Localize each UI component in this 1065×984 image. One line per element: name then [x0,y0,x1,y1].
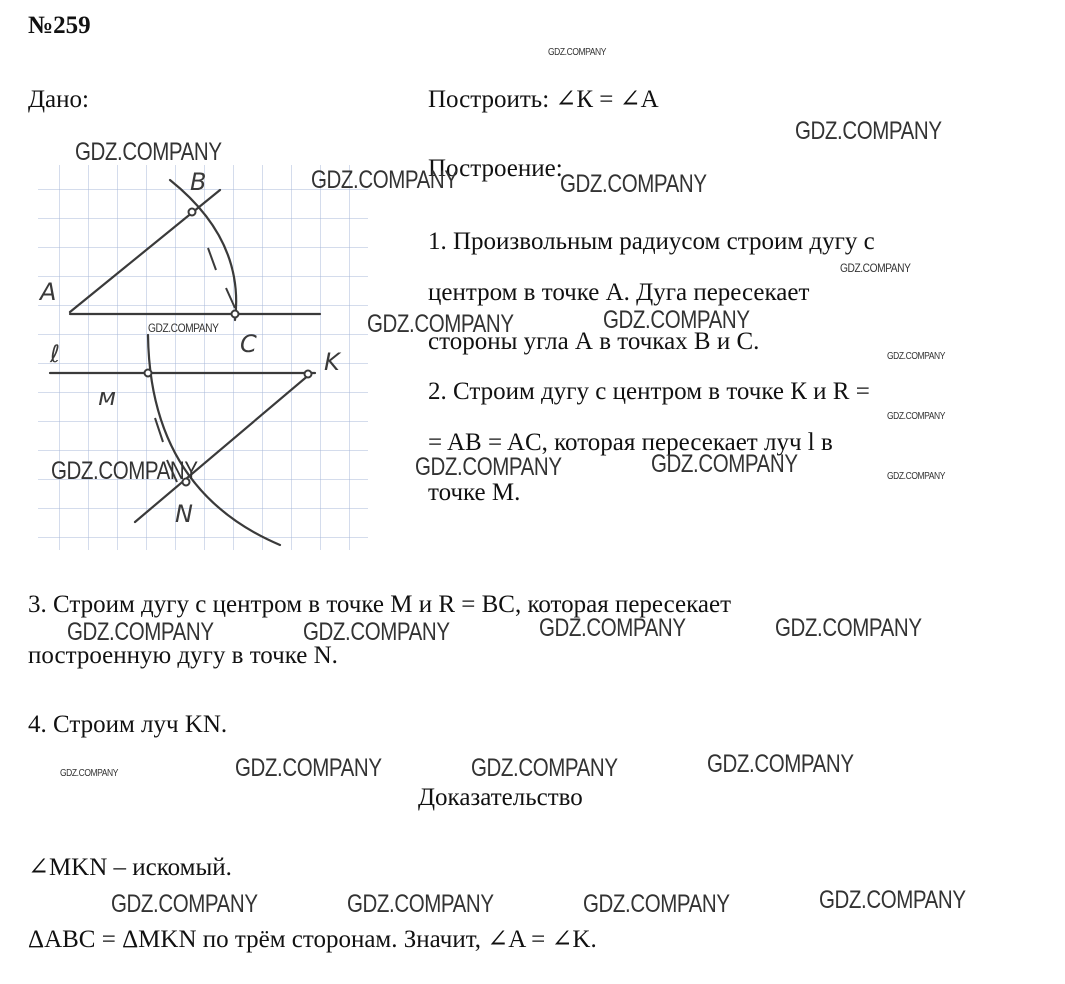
watermark: GDZ.COMPANY [311,166,458,194]
step1-line2: центром в точке А. Дуга пересекает [428,279,810,306]
watermark: GDZ.COMPANY [67,618,214,646]
watermark: GDZ.COMPANY [840,261,911,275]
step4: 4. Строим луч KN. [28,711,228,738]
watermark: GDZ.COMPANY [887,471,945,482]
watermark: GDZ.COMPANY [583,890,730,918]
watermark: GDZ.COMPANY [887,411,945,422]
label-l: ℓ [50,340,60,368]
watermark: GDZ.COMPANY [775,614,922,642]
watermark: GDZ.COMPANY [347,890,494,918]
step2-line1: 2. Строим дугу с центром в точке К и R = [428,378,870,405]
proof-line1: ∠MKN – искомый. [28,854,232,881]
watermark: GDZ.COMPANY [819,886,966,914]
proof-line2: ΔABC = ΔMKN по трём сторонам. Значит, ∠A = ∠K. [28,926,597,953]
label-k: K [324,348,340,376]
watermark: GDZ.COMPANY [111,890,258,918]
watermark: GDZ.COMPANY [367,310,514,338]
step1-line3: стороны угла А в точках В и С. [428,328,760,355]
construction-drawing [30,160,375,555]
watermark: GDZ.COMPANY [51,457,198,485]
point-b [189,209,196,216]
step3-line1: 3. Строим дугу с центром в точке М и R = BC, которая пересекает [28,591,732,618]
watermark: GDZ.COMPANY [75,138,222,166]
label-c: C [240,330,257,358]
watermark: GDZ.COMPANY [303,618,450,646]
problem-number: №259 [28,12,91,39]
watermark: GDZ.COMPANY [795,117,942,145]
watermark: GDZ.COMPANY [471,754,618,782]
watermark: GDZ.COMPANY [235,754,382,782]
point-c [232,311,239,318]
construction-heading: Построение: [428,155,563,182]
watermark: GDZ.COMPANY [148,321,219,335]
watermark: GDZ.COMPANY [415,453,562,481]
watermark: GDZ.COMPANY [60,768,118,779]
point-m [145,370,152,377]
watermark: GDZ.COMPANY [539,614,686,642]
label-b: B [190,168,207,196]
watermark: GDZ.COMPANY [548,47,606,58]
label-a: A [40,278,57,306]
proof-heading: Доказательство [418,784,583,811]
step2-line2: = AB = AC, которая пересекает луч l в [428,429,833,456]
label-m: м [98,383,117,411]
label-n: N [175,500,193,528]
watermark: GDZ.COMPANY [651,450,798,478]
watermark: GDZ.COMPANY [603,306,750,334]
watermark: GDZ.COMPANY [887,351,945,362]
watermark: GDZ.COMPANY [560,170,707,198]
point-k [305,371,312,378]
step3-line2: построенную дугу в точке N. [28,642,338,669]
step2-line3: точке M. [428,479,521,506]
step1-line1: 1. Произвольным радиусом строим дугу с [428,228,875,255]
given-label: Дано: [28,86,89,113]
watermark: GDZ.COMPANY [707,750,854,778]
construct-task: Построить: ∠К = ∠А [428,86,659,113]
